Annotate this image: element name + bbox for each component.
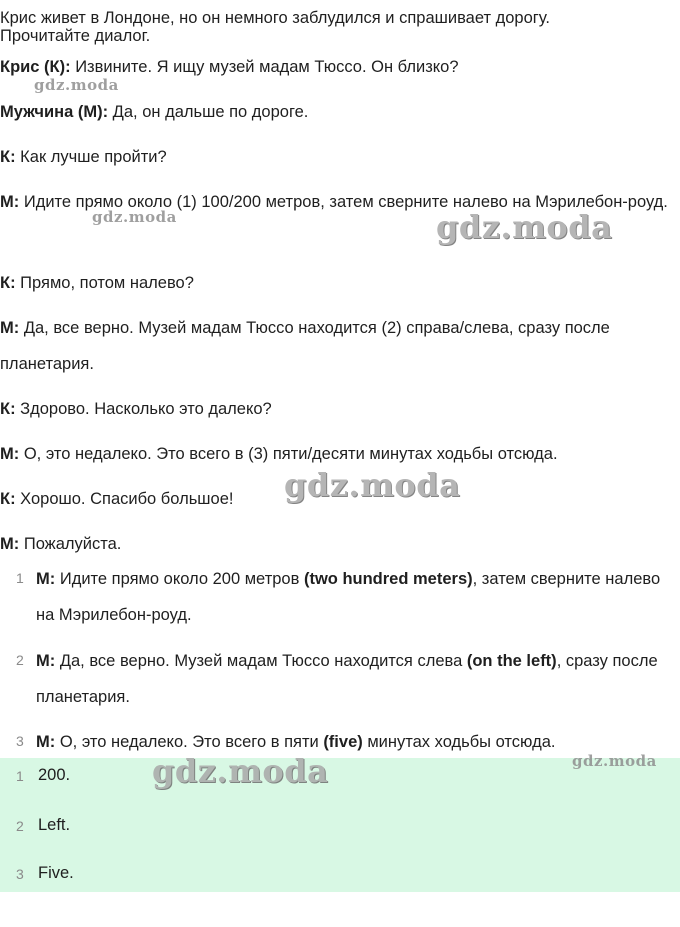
- speaker-label: М:: [36, 652, 56, 670]
- dialogue-text: Как лучше пройти?: [15, 148, 167, 166]
- dialogue-text: Да, все верно. Музей мадам Тюссо находится (2) справа/слева, сразу после планетария.: [0, 319, 610, 373]
- intro-text: Крис живет в Лондоне, но он немного заблудился и спрашивает дорогу.: [0, 9, 550, 27]
- watermark: gdz.moda: [436, 208, 613, 246]
- answer-number: 1: [16, 768, 24, 784]
- watermark: gdz.moda: [152, 752, 329, 790]
- speaker-label: Крис (К):: [0, 58, 71, 76]
- dialogue-line: [0, 265, 194, 301]
- speaker-label: М:: [0, 535, 20, 553]
- answer-box: [0, 758, 680, 892]
- speaker-label: М:: [36, 733, 56, 751]
- speaker-label: М:: [0, 193, 20, 211]
- dialogue-text: Идите прямо около (1) 100/200 метров, затем сверните налево на Мэрилебон-роуд.: [19, 193, 668, 211]
- list-item-number: 1: [16, 570, 24, 586]
- list-item-number: 3: [16, 733, 24, 749]
- dialogue-text: Пожалуйста.: [19, 535, 122, 553]
- speaker-label: К:: [0, 490, 16, 508]
- highlight-text: (five): [323, 733, 363, 751]
- answer-text: Five.: [38, 864, 74, 882]
- answer-number: 3: [16, 866, 24, 882]
- speaker-label: К:: [0, 274, 16, 292]
- answer-text: 200.: [38, 766, 71, 784]
- speaker-label: М:: [0, 445, 20, 463]
- speaker-label: М:: [36, 570, 56, 588]
- dialogue-text: Извините. Я ищу музей мадам Тюссо. Он близко?: [70, 58, 459, 76]
- list-item: М: О, это недалеко. Это всего в пяти (five) минутах ходьбы отсюда.: [36, 733, 556, 751]
- list-item: М: Да, все верно. Музей мадам Тюссо находится слева (on the left), сразу после планетария.: [36, 652, 658, 706]
- dialogue-line: [0, 526, 121, 562]
- dialogue-text: О, это недалеко. Это всего в (3) пяти/десяти минутах ходьбы отсюда.: [19, 445, 558, 463]
- watermark: gdz.moda: [34, 76, 119, 94]
- dialogue-text: Прямо, потом налево?: [15, 274, 194, 292]
- answer-text: Left.: [38, 816, 71, 834]
- dialogue-text: Хорошо. Спасибо большое!: [15, 490, 234, 508]
- speaker-label: Мужчина (М):: [0, 103, 109, 121]
- watermark: gdz.moda: [92, 208, 177, 226]
- list-item: М: Идите прямо около 200 метров (two hundred meters), затем сверните налево на Мэрилебон-роуд.: [36, 570, 661, 624]
- dialogue-text: Да, он дальше по дороге.: [108, 103, 309, 121]
- speaker-label: М:: [0, 319, 20, 337]
- list-item-number: 2: [16, 652, 24, 668]
- speaker-label: К:: [0, 400, 16, 418]
- dialogue-line: [0, 436, 558, 472]
- dialogue-line: [0, 481, 233, 517]
- dialogue-text: Здорово. Насколько это далеко?: [15, 400, 272, 418]
- highlight-text: (two hundred meters): [303, 570, 473, 588]
- watermark: gdz.moda: [572, 752, 657, 770]
- cut-off-line: Прочитайте диалог.: [0, 27, 151, 45]
- dialogue-line: [0, 139, 167, 175]
- highlight-text: (on the left): [466, 652, 557, 670]
- answer-number: 2: [16, 818, 24, 834]
- dialogue-line: [0, 391, 272, 427]
- watermark: gdz.moda: [284, 466, 461, 504]
- dialogue-line: [0, 310, 672, 382]
- dialogue-line: [0, 94, 308, 130]
- speaker-label: К:: [0, 148, 16, 166]
